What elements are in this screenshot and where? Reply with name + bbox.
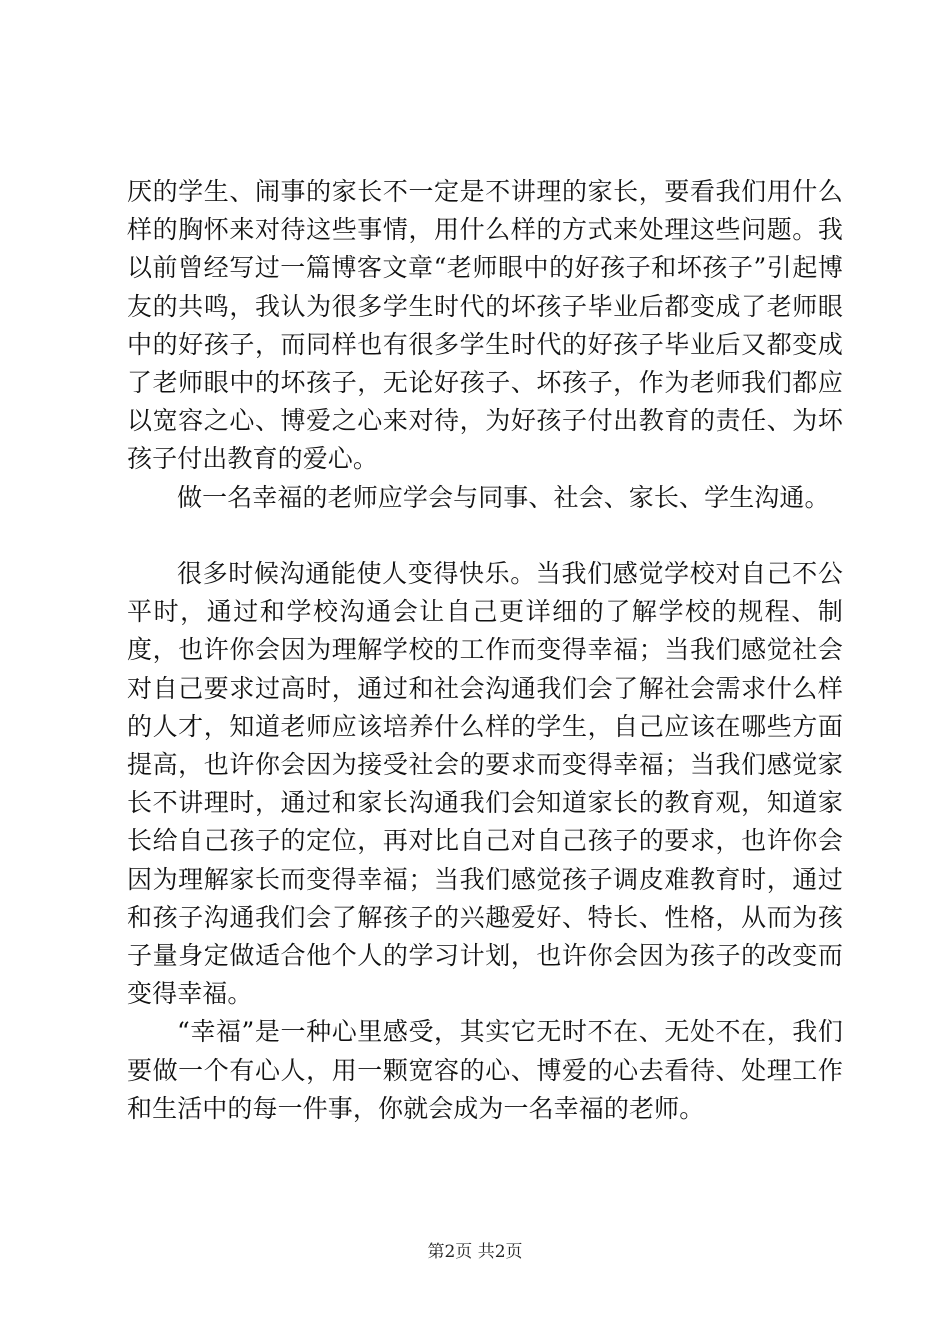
blank-line <box>127 517 843 555</box>
paragraph-communication-body: 很多时候沟通能使人变得快乐。当我们感觉学校对自己不公平时，通过和学校沟通会让自己更详细的了解学校的规程、制度，也许你会因为理解学校的工作而变得幸福；当我们感觉社会对自己要求过高时，通过和社会沟通我们会了解社会需求什么样的人才，知道老师应该培养什么样的学生，自己应该在哪些方面提高，也许你会因为接受社会的要求而变得幸福；当我们感觉家长不讲理时，通过和家长沟通我们会知道家长的教育观，知道家长给自己孩子的定位，再对比自己对自己孩子的要求，也许你会因为理解家长而变得幸福；当我们感觉孩子调皮难教育时，通过和孩子沟通我们会了解孩子的兴趣爱好、特长、性格，从而为孩子量身定做适合他个人的学习计划，也许你会因为孩子的改变而变得幸福。 <box>127 559 843 1009</box>
document-body <box>127 173 843 1128</box>
paragraph-continuation: 厌的学生、闹事的家长不一定是不讲理的家长，要看我们用什么样的胸怀来对待这些事情，用什么样的方式来处理这些问题。我以前曾经写过一篇博客文章“老师眼中的好孩子和坏孩子”引起博友的共鸣，我认为很多学生时代的坏孩子毕业后都变成了老师眼中的好孩子，而同样也有很多学生时代的好孩子毕业后又都变成了老师眼中的坏孩子，无论好孩子、坏孩子，作为老师我们都应以宽容之心、博爱之心来对待，为好孩子付出教育的责任、为坏孩子付出教育的爱心。 <box>127 177 843 474</box>
page-footer: 第2页 共2页 <box>427 1242 523 1262</box>
paragraph-communication-heading: 做一名幸福的老师应学会与同事、社会、家长、学生沟通。 <box>177 482 830 512</box>
paragraph-conclusion: “幸福”是一种心里感受，其实它无时不在、无处不在，我们要做一个有心人，用一颗宽容的心、博爱的心去看待、处理工作和生活中的每一件事，你就会成为一名幸福的老师。 <box>127 1017 843 1123</box>
